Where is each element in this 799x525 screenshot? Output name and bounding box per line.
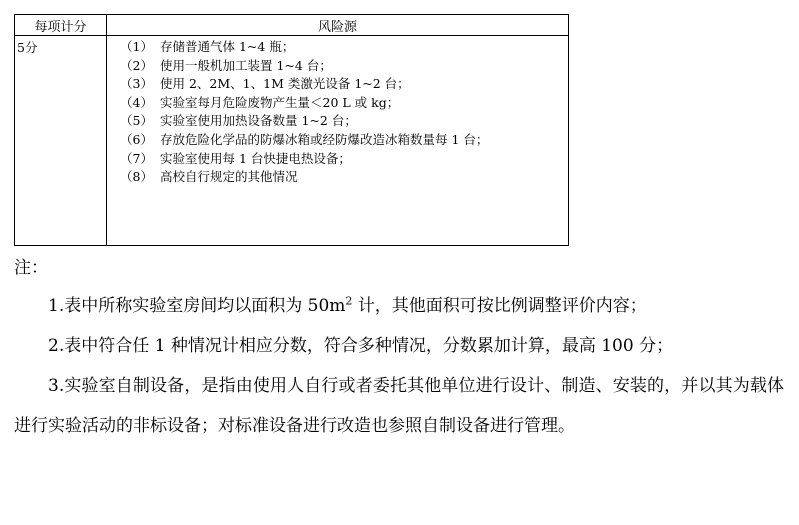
note-1-text: 1.表中所称实验室房间均以面积为 50m <box>48 296 346 316</box>
item-number: （4） <box>120 94 153 110</box>
score-value: 5分 <box>15 36 107 246</box>
notes-section <box>14 286 784 446</box>
item-text: 存储普通气体 1~4 瓶； <box>160 39 295 54</box>
header-risk-source: 风险源 <box>107 15 569 36</box>
list-item <box>120 168 568 187</box>
item-text: 使用 2、2M、1、1M 类激光设备 1~2 台； <box>160 76 410 92</box>
note-1-superscript: 2 <box>345 294 353 308</box>
item-text: 存放危险化学品的防爆冰箱或经防爆改造冰箱数量每 1 台； <box>160 131 489 147</box>
item-number: （5） <box>120 113 153 129</box>
list-item <box>120 75 568 94</box>
item-number: （3） <box>120 76 153 92</box>
notes-label: 注： <box>14 258 48 278</box>
item-number: （2） <box>120 57 153 73</box>
header-score: 每项计分 <box>15 15 107 36</box>
list-item <box>120 94 568 113</box>
note-1 <box>14 286 784 326</box>
list-item <box>120 112 568 131</box>
item-number: （1） <box>120 39 153 54</box>
note-3: 3.实验室自制设备，是指由使用人自行或者委托其他单位进行设计、制造、安装的，并以其为载体进行实验活动的非标设备；对标准设备进行改造也参照自制设备进行管理。 <box>14 376 784 436</box>
item-text: 实验室使用加热设备数量 1~2 台； <box>160 113 357 129</box>
item-text: 实验室使用每 1 台快捷电热设备； <box>160 150 351 166</box>
item-number: （8） <box>120 169 153 185</box>
table-row <box>15 36 569 246</box>
item-text: 高校自行规定的其他情况 <box>160 169 298 185</box>
table-header-row <box>15 15 569 36</box>
list-item <box>120 131 568 150</box>
list-item <box>120 150 568 169</box>
risk-source-list <box>107 36 568 187</box>
list-item <box>120 38 568 57</box>
item-number: （7） <box>120 150 153 166</box>
note-1-text-end: 计，其他面积可按比例调整评价内容； <box>352 296 647 316</box>
note-2: 2.表中符合任 1 种情况计相应分数，符合多种情况，分数累加计算，最高 100 分； <box>48 336 674 356</box>
risk-table <box>14 14 569 246</box>
item-number: （6） <box>120 131 153 147</box>
risk-source-cell <box>107 36 569 246</box>
list-item <box>120 57 568 76</box>
item-text: 使用一般机加工装置 1~4 台； <box>160 57 332 73</box>
item-text: 实验室每月危险废物产生量＜20 L 或 kg； <box>160 94 400 110</box>
